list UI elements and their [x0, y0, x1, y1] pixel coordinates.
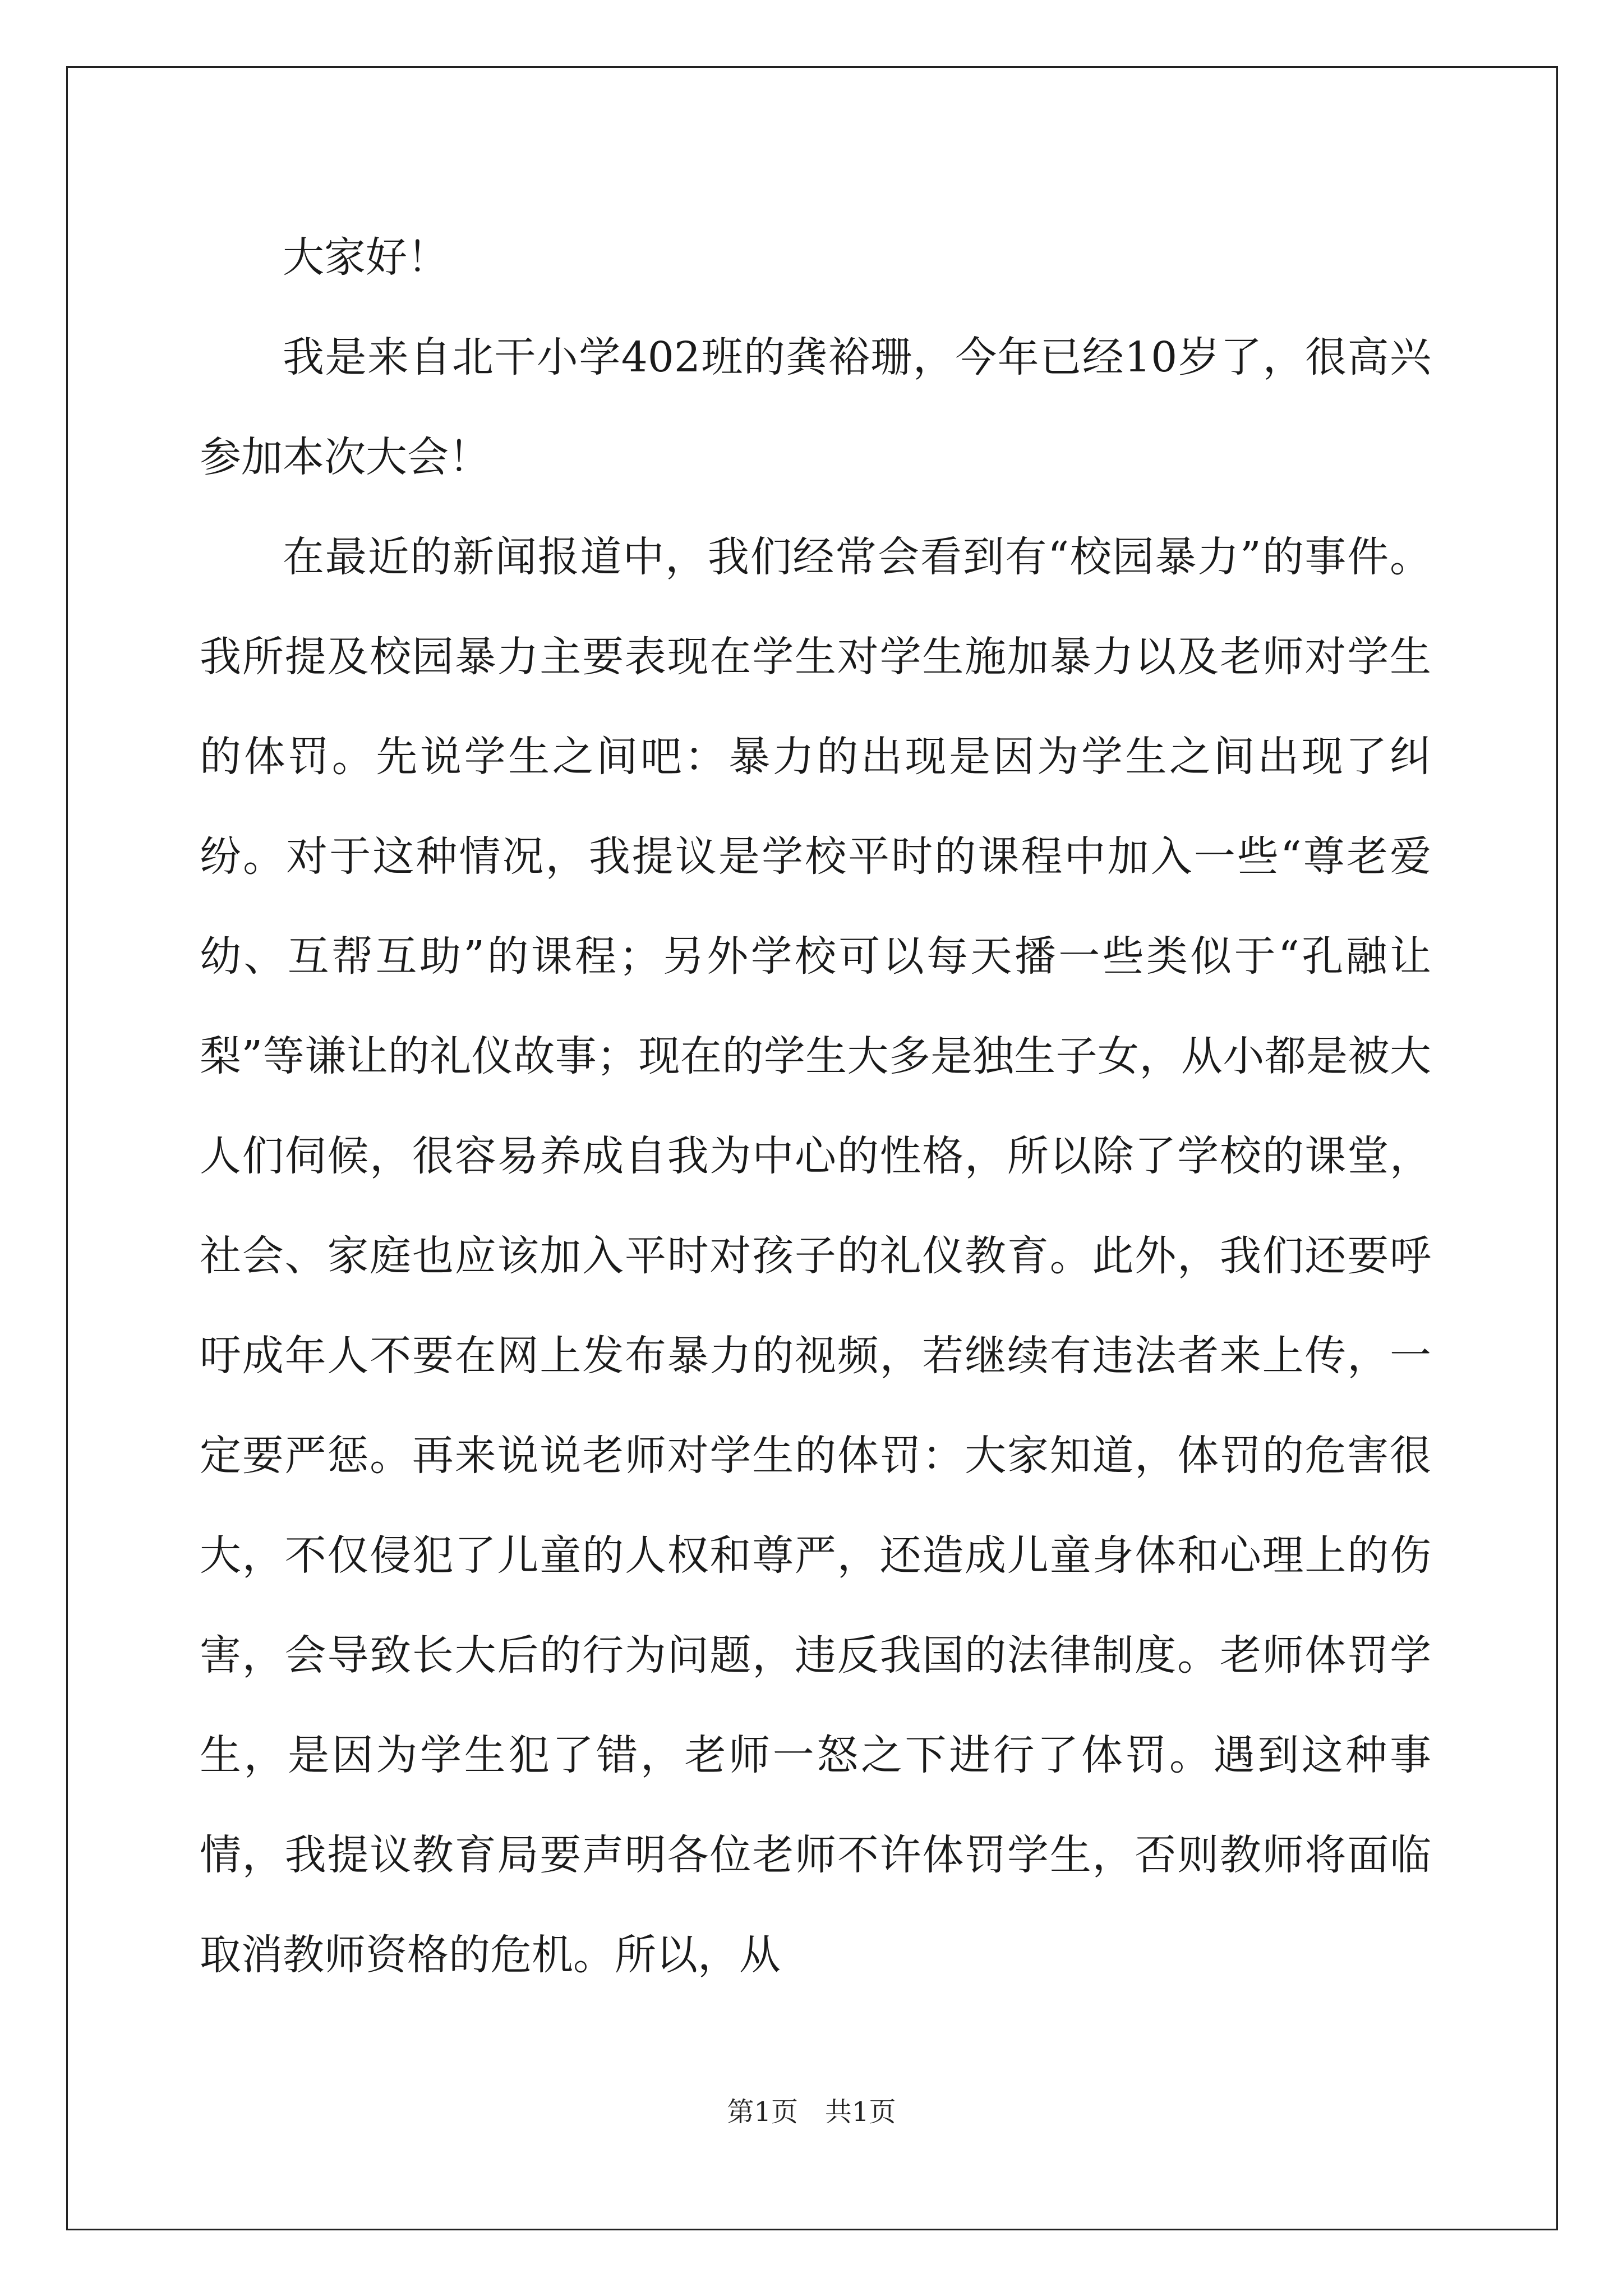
paragraph-main: 在最近的新闻报道中，我们经常会看到有“校园暴力”的事件。我所提及校园暴力主要表现在学生对学生施加暴力以及老师对学生的体罚。先说学生之间吧：暴力的出现是因为学生之间出现了纠纷。对于这种情况，我提议是学校平时的课程中加入一些“尊老爱幼、互帮互助”的课程；另外学校可以每天播一些类似于“孔融让梨”等谦让的礼仪故事；现在的学生大多是独生子女，从小都是被大人们伺候，很容易养成自我为中心的性格，所以除了学校的课堂，社会、家庭也应该加入平时对孩子的礼仪教育。此外，我们还要呼吁成年人不要在网上发布暴力的视频，若继续有违法者来上传，一定要严惩。再来说说老师对学生的体罚：大家知道，体罚的危害很大，不仅侵犯了儿童的人权和尊严，还造成儿童身体和心理上的伤害，会导致长大后的行为问题，违反我国的法律制度。老师体罚学生，是因为学生犯了错，老师一怒之下进行了体罚。遇到这种事情，我提议教育局要声明各位老师不许体罚学生，否则教师将面临取消教师资格的危机。所以，从 — [200, 533, 1431, 1979]
page-number: 第1页 — [727, 2096, 798, 2128]
document-body — [200, 208, 1431, 2005]
page-total: 共1页 — [825, 2096, 896, 2128]
paragraph-greeting: 大家好！ — [283, 233, 449, 282]
paragraph-introduction: 我是来自北干小学402班的龚裕珊，今年已经10岁了，很高兴参加本次大会！ — [200, 333, 1431, 481]
page-footer — [0, 2095, 1623, 2129]
